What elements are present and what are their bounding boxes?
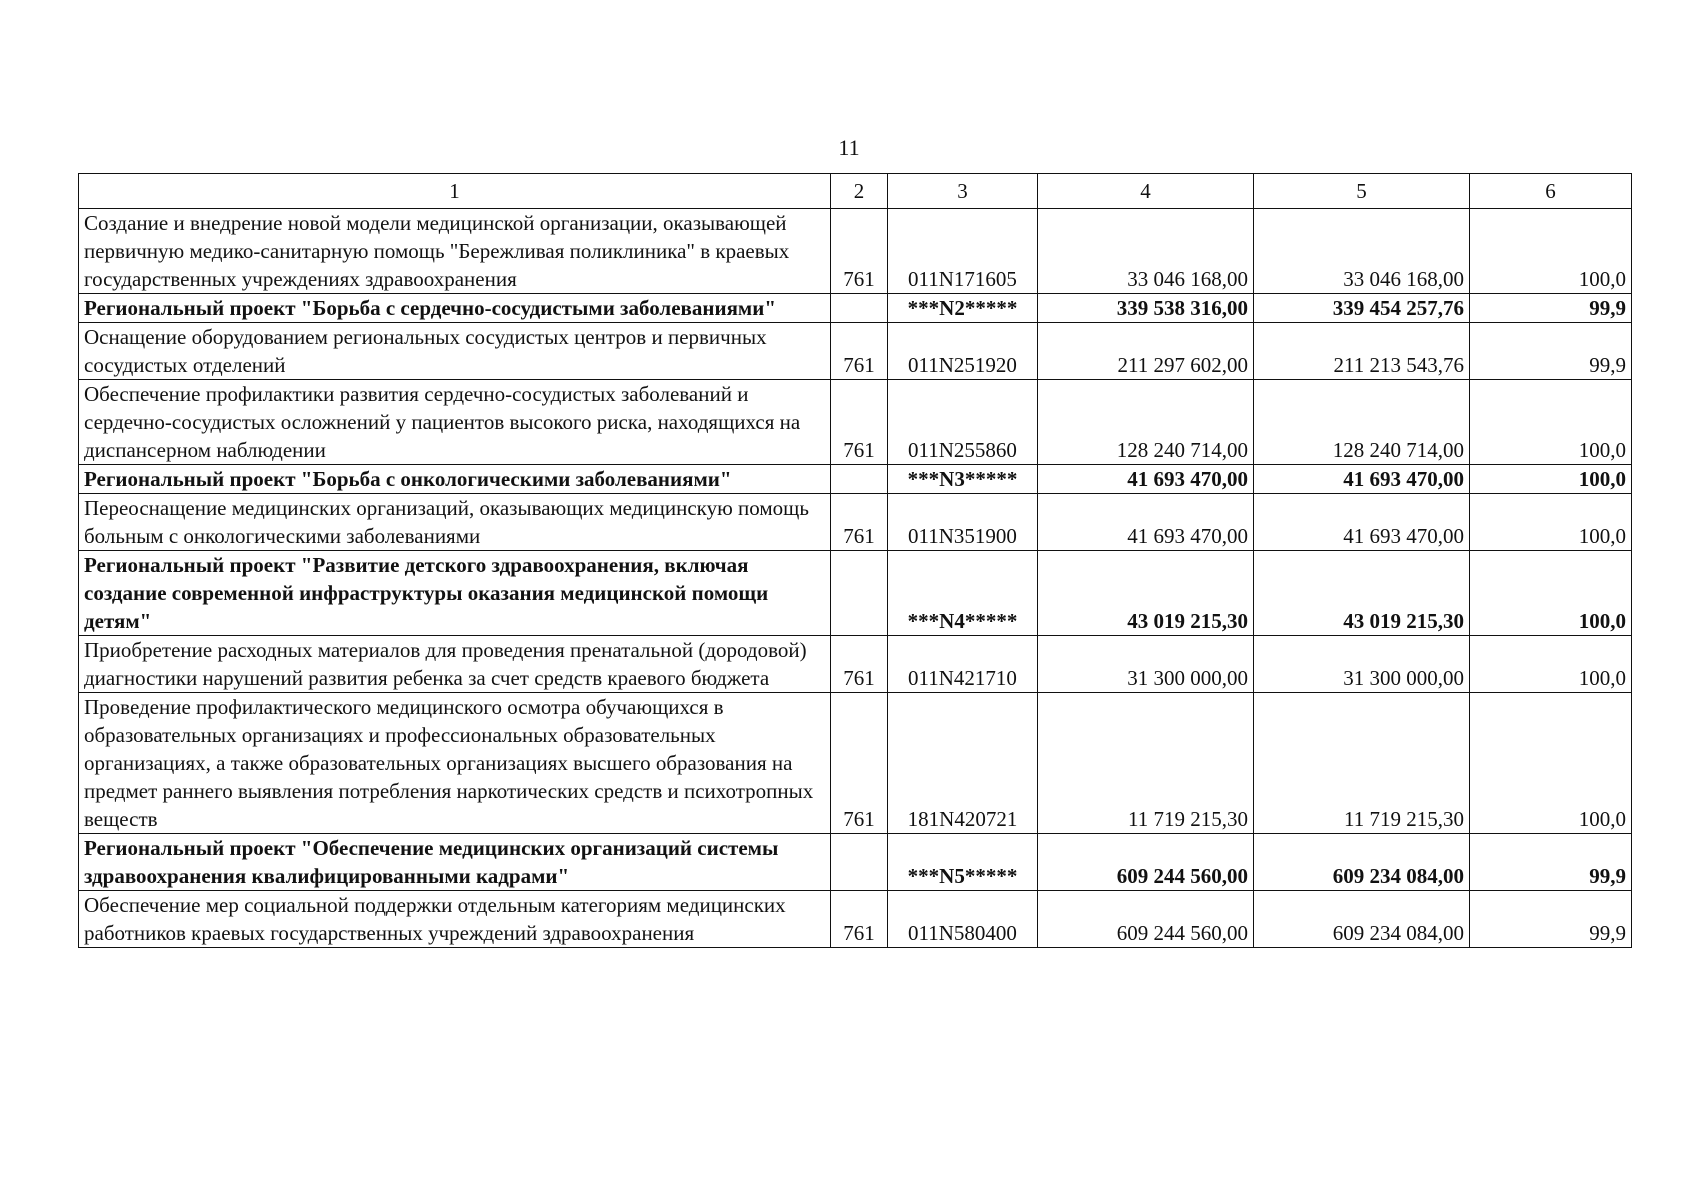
item-name: Создание и внедрение новой модели медицинской организации, оказывающей первичную медико-санитарную помощь "Бережливая поликлиника" в краевых государственных учреждениях здравоохранения — [79, 209, 831, 294]
grbs-code — [831, 465, 888, 494]
target-code: 181N420721 — [888, 693, 1038, 834]
target-code: ***N3***** — [888, 465, 1038, 494]
plan-amount: 41 693 470,00 — [1038, 465, 1254, 494]
grbs-code: 761 — [831, 891, 888, 948]
fact-amount: 609 234 084,00 — [1254, 834, 1470, 891]
target-code: 011N171605 — [888, 209, 1038, 294]
item-name: Приобретение расходных материалов для проведения пренатальной (дородовой) диагностики нарушений развития ребенка за счет средств краевого бюджета — [79, 636, 831, 693]
grbs-code: 761 — [831, 209, 888, 294]
column-number: 5 — [1254, 174, 1470, 209]
plan-amount: 211 297 602,00 — [1038, 323, 1254, 380]
column-number: 3 — [888, 174, 1038, 209]
item-name: Оснащение оборудованием региональных сосудистых центров и первичных сосудистых отделений — [79, 323, 831, 380]
column-number: 1 — [79, 174, 831, 209]
target-code: ***N5***** — [888, 834, 1038, 891]
item-name: Проведение профилактического медицинского осмотра обучающихся в образовательных организациях и профессиональных образовательных организациях, а также образовательных организациях высшего образования на предмет раннего выявления потребления наркотических средств и психотропных веществ — [79, 693, 831, 834]
grbs-code — [831, 294, 888, 323]
execution-percent: 100,0 — [1470, 465, 1632, 494]
grbs-code: 761 — [831, 323, 888, 380]
column-number: 6 — [1470, 174, 1632, 209]
table-row — [79, 209, 1632, 294]
target-code: 011N251920 — [888, 323, 1038, 380]
execution-percent: 99,9 — [1470, 294, 1632, 323]
fact-amount: 43 019 215,30 — [1254, 551, 1470, 636]
project-name: Региональный проект "Борьба с сердечно-сосудистыми заболеваниями" — [79, 294, 831, 323]
plan-amount: 11 719 215,30 — [1038, 693, 1254, 834]
grbs-code: 761 — [831, 636, 888, 693]
target-code: ***N2***** — [888, 294, 1038, 323]
execution-percent: 100,0 — [1470, 380, 1632, 465]
fact-amount: 11 719 215,30 — [1254, 693, 1470, 834]
execution-percent: 100,0 — [1470, 636, 1632, 693]
plan-amount: 609 244 560,00 — [1038, 891, 1254, 948]
grbs-code — [831, 551, 888, 636]
plan-amount: 128 240 714,00 — [1038, 380, 1254, 465]
execution-percent: 100,0 — [1470, 209, 1632, 294]
item-name: Переоснащение медицинских организаций, оказывающих медицинскую помощь больным с онкологическими заболеваниями — [79, 494, 831, 551]
execution-percent: 100,0 — [1470, 551, 1632, 636]
table-row — [79, 380, 1632, 465]
execution-percent: 99,9 — [1470, 834, 1632, 891]
plan-amount: 41 693 470,00 — [1038, 494, 1254, 551]
plan-amount: 609 244 560,00 — [1038, 834, 1254, 891]
plan-amount: 31 300 000,00 — [1038, 636, 1254, 693]
table-row — [79, 494, 1632, 551]
execution-percent: 99,9 — [1470, 891, 1632, 948]
grbs-code: 761 — [831, 693, 888, 834]
execution-percent: 99,9 — [1470, 323, 1632, 380]
item-name: Обеспечение мер социальной поддержки отдельным категориям медицинских работников краевых государственных учреждений здравоохранения — [79, 891, 831, 948]
fact-amount: 41 693 470,00 — [1254, 494, 1470, 551]
target-code: 011N421710 — [888, 636, 1038, 693]
item-name: Обеспечение профилактики развития сердечно-сосудистых заболеваний и сердечно-сосудистых осложнений у пациентов высокого риска, находящихся на диспансерном наблюдении — [79, 380, 831, 465]
fact-amount: 31 300 000,00 — [1254, 636, 1470, 693]
project-name: Региональный проект "Развитие детского здравоохранения, включая создание современной инфраструктуры оказания медицинской помощи детям" — [79, 551, 831, 636]
grbs-code: 761 — [831, 494, 888, 551]
fact-amount: 33 046 168,00 — [1254, 209, 1470, 294]
target-code: 011N351900 — [888, 494, 1038, 551]
target-code: 011N580400 — [888, 891, 1038, 948]
table-row — [79, 891, 1632, 948]
plan-amount: 43 019 215,30 — [1038, 551, 1254, 636]
budget-execution-table — [78, 173, 1632, 948]
project-name: Региональный проект "Обеспечение медицинских организаций системы здравоохранения квалифицированными кадрами" — [79, 834, 831, 891]
fact-amount: 211 213 543,76 — [1254, 323, 1470, 380]
page-number: 11 — [838, 135, 860, 160]
target-code: ***N4***** — [888, 551, 1038, 636]
grbs-code: 761 — [831, 380, 888, 465]
column-number: 2 — [831, 174, 888, 209]
project-row — [79, 465, 1632, 494]
table-row — [79, 323, 1632, 380]
fact-amount: 339 454 257,76 — [1254, 294, 1470, 323]
fact-amount: 128 240 714,00 — [1254, 380, 1470, 465]
target-code: 011N255860 — [888, 380, 1038, 465]
table-row — [79, 693, 1632, 834]
table-row — [79, 636, 1632, 693]
project-row — [79, 834, 1632, 891]
project-name: Региональный проект "Борьба с онкологическими заболеваниями" — [79, 465, 831, 494]
plan-amount: 33 046 168,00 — [1038, 209, 1254, 294]
plan-amount: 339 538 316,00 — [1038, 294, 1254, 323]
grbs-code — [831, 834, 888, 891]
fact-amount: 609 234 084,00 — [1254, 891, 1470, 948]
execution-percent: 100,0 — [1470, 693, 1632, 834]
fact-amount: 41 693 470,00 — [1254, 465, 1470, 494]
project-row — [79, 551, 1632, 636]
execution-percent: 100,0 — [1470, 494, 1632, 551]
column-number-row — [79, 174, 1632, 209]
project-row — [79, 294, 1632, 323]
column-number: 4 — [1038, 174, 1254, 209]
